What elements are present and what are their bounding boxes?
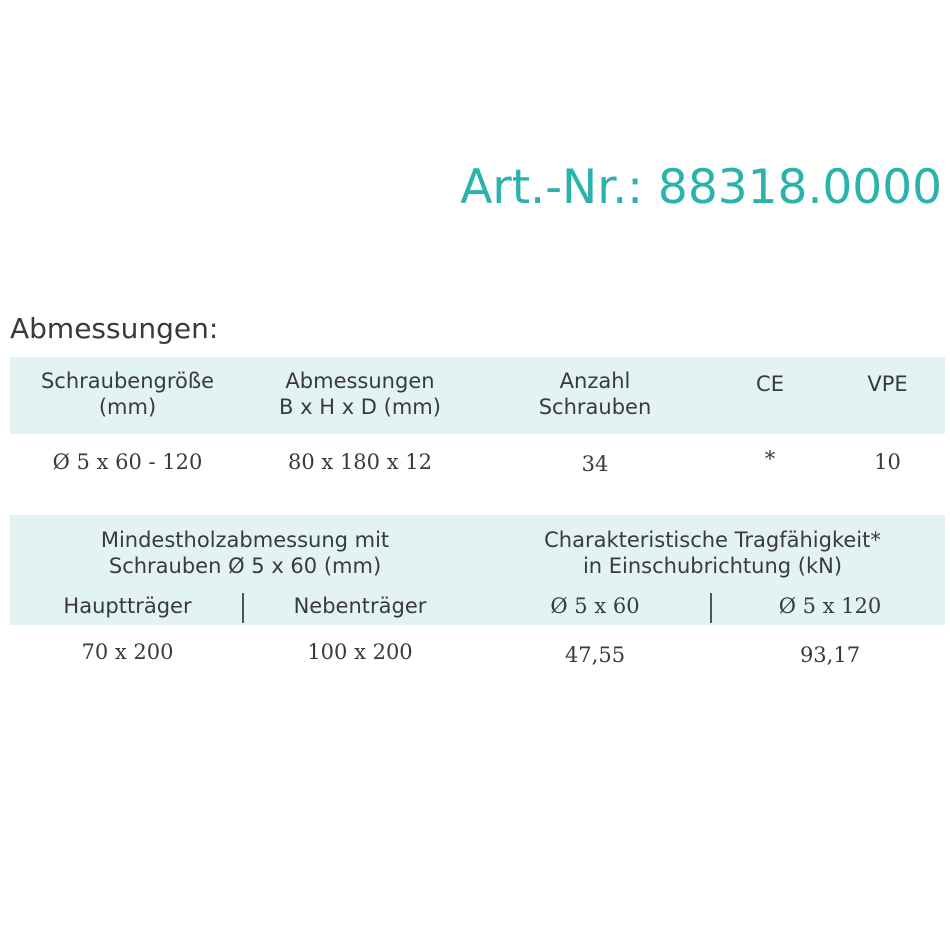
cell-capacity-60: 47,55	[564, 643, 626, 667]
cell-ce: *	[764, 447, 776, 471]
cell-capacity-120: 93,17	[799, 643, 861, 667]
header-ce	[710, 371, 830, 397]
header-load-capacity	[480, 527, 945, 579]
header-vpe	[830, 371, 945, 397]
subheader-separator-2	[710, 593, 712, 623]
cell-screw-size: Ø 5 x 60 - 120	[52, 450, 203, 474]
header-screw-count-line2: Schrauben	[538, 395, 652, 419]
header-min-timber-dimension	[10, 527, 480, 579]
header-dimensions-line2: B x H x D (mm)	[279, 395, 441, 419]
header-dimensions-line1: Abmessungen	[285, 369, 435, 393]
header-screw-size-line1: Schraubengröße	[40, 369, 215, 393]
header-load-capacity-line1: Charakteristische Tragfähigkeit*	[544, 528, 881, 552]
cell-screw-count: 34	[581, 452, 609, 476]
subheader-separator-1	[242, 593, 244, 623]
article-number: Art.-Nr.: 88318.0000	[460, 160, 942, 215]
subheader-screw-120: Ø 5 x 120	[778, 594, 882, 618]
header-screw-count	[490, 368, 700, 420]
header-min-timber-line1: Mindestholzabmessung mit	[100, 528, 390, 552]
header-ce-line1: CE	[756, 372, 784, 396]
subheader-main-beam: Hauptträger	[63, 594, 192, 618]
cell-secondary-beam: 100 x 200	[307, 640, 413, 664]
subheader-secondary-beam: Nebenträger	[293, 594, 427, 618]
header-min-timber-line2: Schrauben Ø 5 x 60 (mm)	[108, 554, 382, 578]
cell-main-beam: 70 x 200	[81, 640, 174, 664]
header-screw-count-line1: Anzahl	[559, 369, 631, 393]
subheader-screw-60: Ø 5 x 60	[550, 594, 640, 618]
section-title: Abmessungen:	[10, 312, 219, 345]
cell-dimensions: 80 x 180 x 12	[288, 450, 432, 474]
cell-vpe: 10	[874, 450, 901, 474]
header-vpe-line1: VPE	[867, 372, 908, 396]
header-screw-size	[10, 368, 245, 420]
header-dimensions	[245, 368, 475, 420]
header-load-capacity-line2: in Einschubrichtung (kN)	[582, 554, 843, 578]
header-screw-size-line2: (mm)	[98, 395, 157, 419]
